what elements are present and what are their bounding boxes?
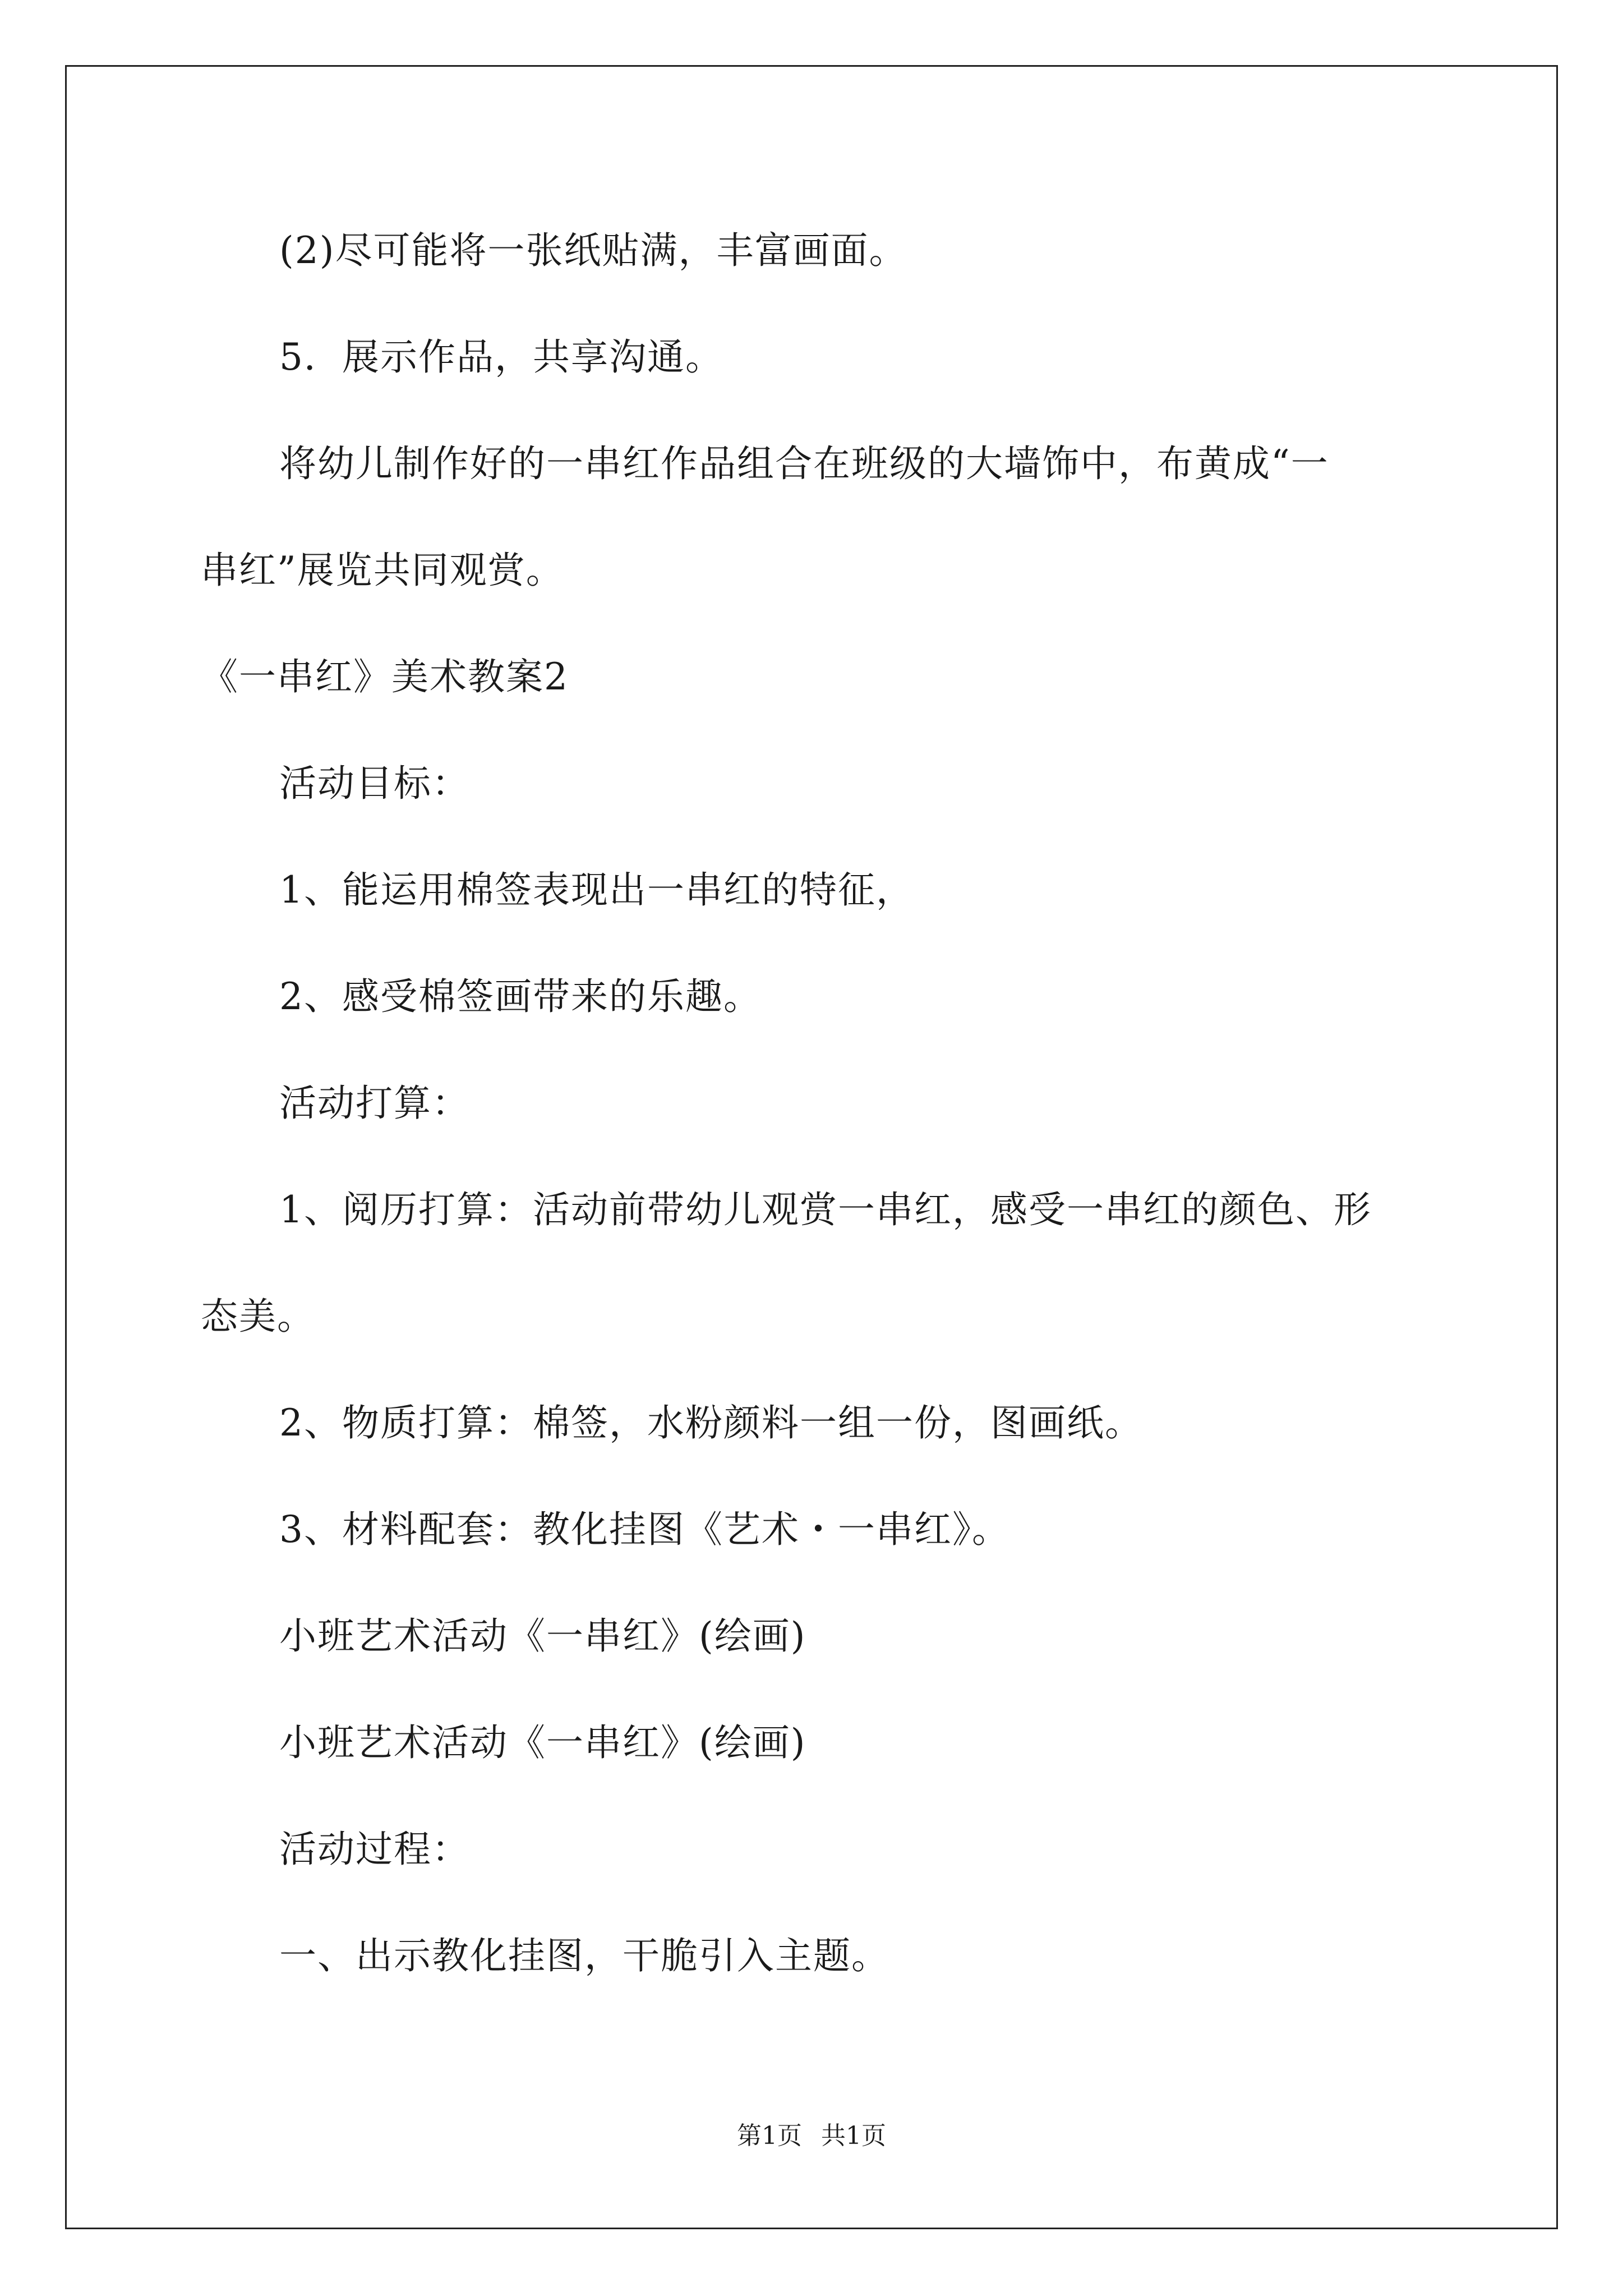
page-border <box>65 65 1558 2229</box>
page-total: 共1页 <box>821 2122 886 2150</box>
text-line: 1、阅历打算：活动前带幼儿观赏一串红，感受一串红的颜色、形 <box>279 1188 1372 1231</box>
section-title: 《一串红》美术教案2 <box>201 655 569 698</box>
text-line: 活动过程： <box>279 1828 470 1871</box>
page-footer <box>0 2119 1623 2153</box>
text-line: 一、出示教化挂图，干脆引入主题。 <box>279 1934 889 1977</box>
text-line: 3、材料配套：教化挂图《艺术・一串红》。 <box>279 1508 1010 1551</box>
text-line: (2)尽可能将一张纸贴满，丰富画面。 <box>279 229 907 272</box>
text-line: 态美。 <box>201 1295 315 1338</box>
text-line: 将幼儿制作好的一串红作品组合在班级的大墙饰中，布黄成“一 <box>279 442 1329 485</box>
text-line: 5．展示作品，共享沟通。 <box>279 335 723 379</box>
text-line: 2、物质打算：棉签，水粉颜料一组一份，图画纸。 <box>279 1401 1143 1444</box>
text-line: 1、能运用棉签表现出一串红的特征， <box>279 868 914 912</box>
text-line: 活动打算： <box>279 1082 470 1125</box>
page-number: 第1页 <box>737 2122 802 2150</box>
text-line: 小班艺术活动《一串红》(绘画) <box>279 1721 806 1764</box>
text-line: 串红”展览共同观赏。 <box>201 549 564 592</box>
text-line: 小班艺术活动《一串红》(绘画) <box>279 1614 806 1658</box>
text-line: 活动目标： <box>279 762 470 805</box>
text-line: 2、感受棉签画带来的乐趣。 <box>279 975 762 1018</box>
